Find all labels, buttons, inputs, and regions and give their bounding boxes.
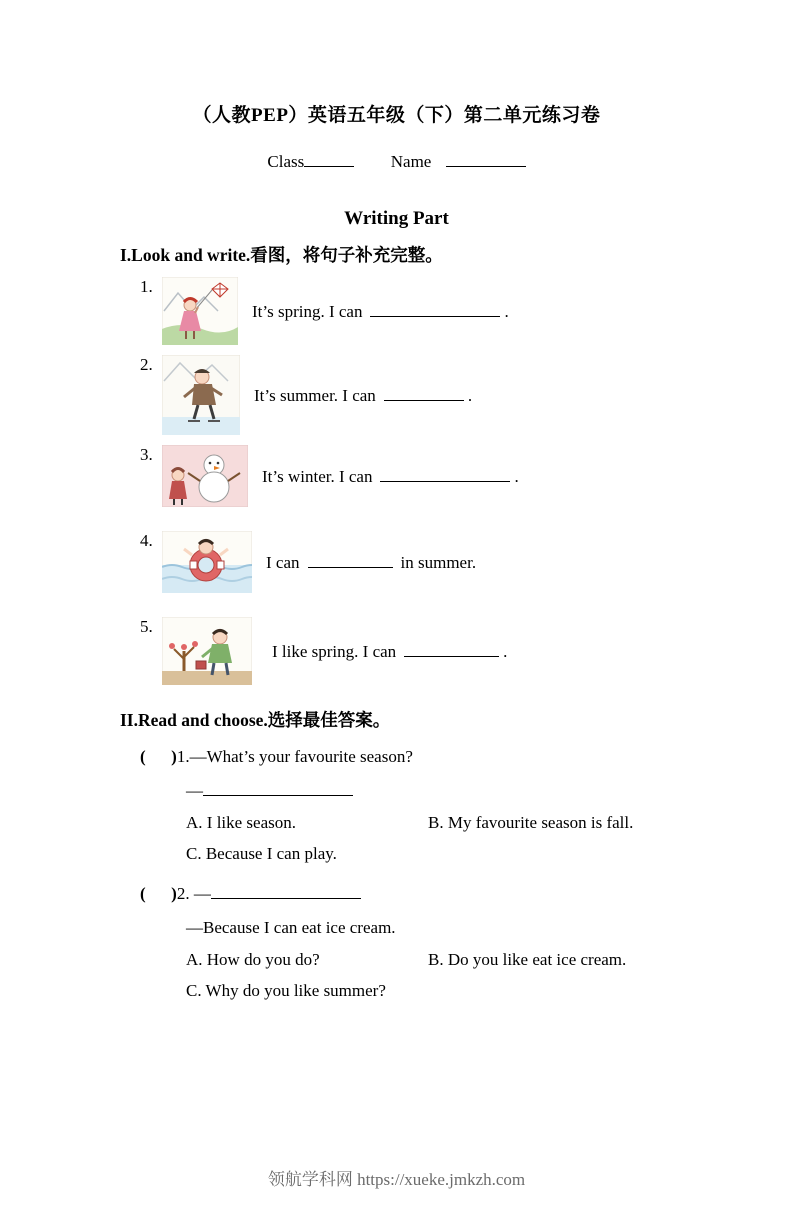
question-item-2 bbox=[140, 355, 793, 435]
class-name-line bbox=[0, 149, 793, 172]
question-item-3 bbox=[140, 445, 793, 507]
part2-heading: II.Read and choose.选择最佳答案。 bbox=[120, 709, 391, 730]
boy-skating-illustration bbox=[162, 355, 240, 435]
q1-option-b: B. My favourite season is fall. bbox=[428, 812, 634, 832]
question-item-4 bbox=[140, 531, 793, 593]
question-number: 1. bbox=[140, 276, 153, 296]
worksheet-page bbox=[0, 100, 793, 1189]
answer-blank bbox=[384, 383, 464, 401]
q1-answer-line: — bbox=[186, 778, 793, 804]
part1-heading: I.Look and write.看图，将句子补充完整。 bbox=[120, 244, 443, 265]
question-number: 4. bbox=[140, 530, 153, 550]
q2-option-a: A. How do you do? bbox=[186, 949, 320, 969]
answer-blank bbox=[203, 778, 353, 796]
class-label: Class bbox=[267, 151, 305, 171]
part2-question-1 bbox=[140, 744, 793, 867]
q1-option-a: A. I like season. bbox=[186, 812, 297, 832]
q2-options-ab bbox=[186, 950, 793, 970]
question-sentence: It’s summer. I can . bbox=[254, 383, 472, 406]
question-sentence: It’s spring. I can . bbox=[252, 299, 509, 322]
q1-option-c: C. Because I can play. bbox=[186, 843, 337, 863]
question-number: 3. bbox=[140, 444, 153, 464]
girl-flying-kite-illustration bbox=[162, 277, 238, 345]
answer-blank bbox=[211, 881, 361, 899]
q2-answer-line: —Because I can eat ice cream. bbox=[186, 918, 396, 938]
question-item-5 bbox=[140, 617, 793, 685]
name-blank bbox=[446, 149, 526, 167]
q2-line1: ( )2. — bbox=[140, 881, 793, 907]
planting-tree-illustration bbox=[162, 617, 252, 685]
q2-option-c: C. Why do you like summer? bbox=[186, 980, 386, 1000]
part2-question-2 bbox=[140, 881, 793, 1004]
question-sentence: It’s winter. I can . bbox=[262, 464, 519, 487]
answer-blank bbox=[370, 299, 500, 317]
q2-option-b: B. Do you like eat ice cream. bbox=[428, 949, 627, 969]
page-title: （人教PEP）英语五年级（下）第二单元练习卷 bbox=[192, 105, 601, 126]
q1-line1: ( )1.—What’s your favourite season? bbox=[140, 746, 413, 766]
question-number: 5. bbox=[140, 616, 153, 636]
section-writing-part: Writing Part bbox=[344, 207, 449, 229]
name-label: Name bbox=[390, 151, 432, 171]
class-blank bbox=[304, 149, 354, 167]
answer-blank bbox=[308, 550, 393, 568]
question-item-1 bbox=[140, 277, 793, 345]
question-number: 2. bbox=[140, 354, 153, 374]
q1-options-ab bbox=[186, 813, 793, 833]
question-sentence: I can in summer. bbox=[266, 550, 476, 573]
question-sentence: I like spring. I can . bbox=[272, 639, 507, 662]
swimming-ring-illustration bbox=[162, 531, 252, 593]
answer-blank bbox=[380, 464, 510, 482]
answer-blank bbox=[404, 639, 499, 657]
footer-watermark: 领航学科网 https://xueke.jmkzh.com bbox=[267, 1170, 526, 1189]
snowman-illustration bbox=[162, 445, 248, 507]
